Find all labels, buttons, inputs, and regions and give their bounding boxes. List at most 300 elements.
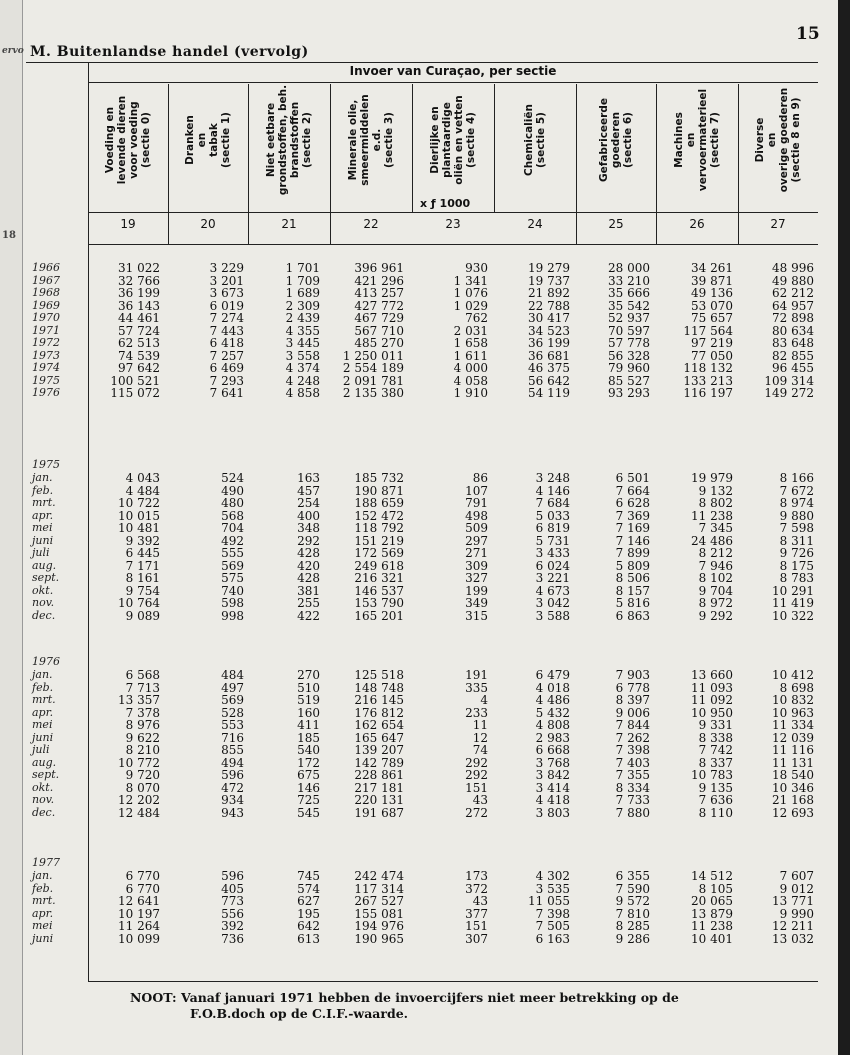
table-cell: 146 [297, 780, 320, 795]
table-cell: 7 293 [209, 373, 244, 388]
row-label: 1973 [32, 348, 60, 362]
table-cell: 35 542 [608, 298, 650, 313]
table-cell: 9 292 [698, 608, 733, 623]
table-cell: 13 771 [772, 894, 814, 908]
row-label: nov. [32, 793, 55, 806]
row-label: 1967 [32, 273, 60, 287]
table-cell: 998 [221, 608, 244, 623]
row-label: 1974 [32, 361, 60, 374]
table-cell: 152 472 [354, 508, 404, 523]
row-label: 1968 [32, 286, 60, 299]
table-cell: 20 065 [691, 894, 733, 908]
column-divider [248, 84, 249, 244]
table-cell: 79 960 [608, 361, 650, 375]
note-line-2: F.O.B.doch op de C.I.F.-waarde. [190, 1006, 409, 1021]
table-cell: 524 [221, 471, 244, 485]
table-cell: 3 768 [535, 755, 570, 770]
table-cell: 596 [221, 869, 244, 883]
table-cell: 64 957 [772, 298, 814, 313]
table-cell: 118 132 [683, 361, 733, 375]
table-cell: 4 673 [535, 583, 570, 598]
column-header [330, 84, 412, 196]
table-cell: 80 634 [772, 323, 814, 338]
table-cell: 9 012 [779, 881, 814, 896]
row-label: juni [32, 533, 54, 547]
table-cell: 4 808 [535, 718, 570, 732]
table-cell: 1 689 [285, 286, 320, 300]
table-cell: 510 [297, 680, 320, 695]
row-label: aug. [32, 755, 57, 769]
table-cell: 9 392 [125, 533, 160, 548]
table-cell: 11 419 [772, 596, 814, 610]
table-cell: 4 058 [453, 373, 488, 388]
column-header-text: Diverse en overige goederen (sectie 8 en 9) [754, 87, 802, 193]
table-cell: 8 506 [615, 571, 650, 585]
table-cell: 6 445 [125, 546, 160, 560]
table-cell: 7 345 [698, 521, 733, 535]
table-cell: 2 091 781 [342, 373, 404, 388]
section-title: M. Buitenlandse handel (vervolg) [30, 44, 309, 60]
table-cell: 7 274 [209, 311, 244, 325]
row-label: mei [32, 718, 53, 731]
table-cell: 172 [297, 755, 320, 770]
column-number: 19 [120, 217, 136, 231]
row-label: juni [32, 931, 54, 945]
supertitle-rule [88, 82, 818, 83]
group-year-label: 1977 [32, 856, 60, 869]
table-cell: 3 803 [535, 805, 570, 820]
table-cell: 194 976 [354, 919, 404, 933]
table-cell: 35 666 [608, 286, 650, 300]
table-cell: 11 334 [772, 718, 814, 732]
row-label: feb. [32, 483, 54, 497]
column-divider [330, 84, 331, 244]
table-cell: 54 119 [528, 386, 570, 400]
table-cell: 9 720 [125, 768, 160, 782]
table-cell: 7 672 [779, 483, 814, 498]
table-cell: 6 355 [615, 869, 650, 883]
table-cell: 627 [297, 894, 320, 908]
table-cell: 6 778 [615, 680, 650, 695]
table-cell: 185 732 [354, 471, 404, 485]
table-cell: 48 996 [772, 261, 814, 275]
table-cell: 190 871 [354, 483, 404, 498]
table-cell: 9 286 [615, 931, 650, 946]
table-cell: 2 983 [535, 730, 570, 745]
table-cell: 307 [465, 931, 488, 946]
table-cell: 5 033 [535, 508, 570, 523]
row-label: feb. [32, 881, 54, 895]
table-cell: 33 210 [608, 273, 650, 288]
table-cell: 2 554 189 [342, 361, 404, 375]
table-cell: 8 070 [125, 780, 160, 795]
table-cell: 160 [297, 705, 320, 720]
table-cell: 555 [221, 546, 244, 560]
table-cell: 569 [221, 558, 244, 573]
row-label: apr. [32, 906, 54, 920]
table-cell: 57 724 [118, 323, 160, 338]
column-header-text: Minerale olie, smeermiddelen e.d. (sectie 3) [347, 94, 395, 186]
table-cell: 396 961 [354, 261, 404, 275]
table-cell: 9 089 [125, 608, 160, 623]
table-cell: 943 [221, 805, 244, 820]
table-cell: 1 076 [453, 286, 488, 300]
group-year-label: 1976 [32, 655, 60, 668]
table-cell: 556 [221, 906, 244, 921]
table-cell: 11 055 [528, 894, 570, 908]
table-cell: 930 [465, 261, 488, 275]
table-cell: 540 [297, 743, 320, 757]
table-cell: 75 657 [691, 311, 733, 325]
table-cell: 7 899 [615, 546, 650, 560]
table-cell: 3 248 [535, 471, 570, 485]
table-cell: 480 [221, 496, 244, 510]
table-cell: 72 898 [772, 311, 814, 325]
table-cell: 133 213 [683, 373, 733, 388]
table-cell: 484 [221, 668, 244, 682]
column-number: 24 [527, 217, 543, 231]
table-cell: 8 397 [615, 693, 650, 707]
table-cell: 8 334 [615, 780, 650, 795]
table-cell: 195 [297, 906, 320, 921]
table-cell: 7 636 [698, 793, 733, 807]
column-number: 20 [200, 217, 216, 231]
table-cell: 18 540 [772, 768, 814, 782]
column-number: 23 [445, 217, 461, 231]
table-cell: 5 432 [535, 705, 570, 720]
table-cell: 11 116 [772, 743, 814, 757]
row-label: juli [32, 546, 50, 559]
row-label: okt. [32, 583, 54, 597]
table-cell: 14 512 [691, 869, 733, 883]
table-cell: 148 748 [354, 680, 404, 695]
column-header [168, 84, 248, 196]
table-cell: 9 704 [698, 583, 733, 598]
table-cell: 6 163 [535, 931, 570, 946]
table-cell: 85 527 [608, 373, 650, 388]
table-cell: 49 136 [691, 286, 733, 300]
table-cell: 1 701 [285, 261, 320, 275]
row-label: apr. [32, 705, 54, 719]
table-cell: 12 484 [118, 805, 160, 820]
table-cell: 292 [297, 533, 320, 548]
table-cell: 598 [221, 596, 244, 610]
column-header-text: Dranken en tabak (sectie 1) [184, 112, 232, 168]
table-cell: 46 375 [528, 361, 570, 375]
row-label: apr. [32, 508, 54, 522]
table-cell: 7 880 [615, 805, 650, 820]
table-cell: 6 770 [125, 869, 160, 883]
table-cell: 420 [297, 558, 320, 573]
table-cell: 172 569 [354, 546, 404, 560]
table-cell: 100 521 [110, 373, 160, 388]
table-cell: 745 [297, 869, 320, 883]
row-label: juni [32, 730, 54, 744]
row-label: dec. [32, 608, 56, 622]
column-header-text: Machines en vervoermaterieel (sectie 7) [673, 88, 721, 192]
table-cell: 327 [465, 571, 488, 585]
table-cell: 292 [465, 768, 488, 782]
column-number: 27 [770, 217, 786, 231]
table-cell: 5 809 [615, 558, 650, 573]
table-cell: 176 812 [354, 705, 404, 720]
row-label: jan. [32, 471, 53, 484]
table-cell: 117 564 [683, 323, 733, 338]
table-cell: 2 309 [285, 298, 320, 313]
table-cell: 4 418 [535, 793, 570, 807]
table-cell: 3 588 [535, 608, 570, 623]
adjacent-page-strip [0, 0, 23, 1055]
table-cell: 86 [472, 471, 488, 485]
column-number: 22 [363, 217, 379, 231]
unit-rule [88, 212, 818, 213]
table-cell: 10 099 [118, 931, 160, 946]
table-cell: 9 990 [779, 906, 814, 921]
table-cell: 6 019 [209, 298, 244, 313]
table-cell: 9 006 [615, 705, 650, 720]
table-cell: 6 469 [209, 361, 244, 375]
table-cell: 421 296 [354, 273, 404, 288]
table-cell: 8 102 [698, 571, 733, 585]
table-cell: 1 709 [285, 273, 320, 288]
table-cell: 7 810 [615, 906, 650, 921]
table-cell: 117 314 [354, 881, 404, 896]
stub-divider [88, 62, 89, 982]
column-header-text: Dierlijke en plantaardige oliën en vetten (sectie 4) [429, 95, 477, 185]
table-cell: 10 291 [772, 583, 814, 598]
table-cell: 4 484 [125, 483, 160, 498]
row-label: 1975 [32, 373, 60, 387]
adjacent-page-column-number: 18 [2, 230, 16, 241]
table-cell: 190 965 [354, 931, 404, 946]
table-cell: 97 219 [691, 336, 733, 350]
table-cell: 596 [221, 768, 244, 782]
table-cell: 7 664 [615, 483, 650, 498]
table-cell: 62 212 [772, 286, 814, 300]
table-cell: 4 018 [535, 680, 570, 695]
column-divider [656, 84, 657, 244]
table-cell: 7 684 [535, 496, 570, 510]
table-cell: 9 132 [698, 483, 733, 498]
table-cell: 6 668 [535, 743, 570, 757]
table-cell: 4 [480, 693, 488, 707]
table-cell: 19 737 [528, 273, 570, 288]
table-cell: 10 772 [118, 755, 160, 770]
column-divider [576, 84, 577, 244]
table-cell: 19 979 [691, 471, 733, 485]
table-cell: 12 202 [118, 793, 160, 807]
table-cell: 568 [221, 508, 244, 523]
table-cell: 12 641 [118, 894, 160, 908]
table-cell: 7 607 [779, 869, 814, 883]
table-cell: 10 015 [118, 508, 160, 523]
table-cell: 165 201 [354, 608, 404, 623]
table-cell: 4 043 [125, 471, 160, 485]
table-cell: 74 539 [118, 348, 160, 363]
table-cell: 28 000 [608, 261, 650, 275]
table-cell: 118 792 [354, 521, 404, 535]
table-cell: 4 486 [535, 693, 570, 707]
table-cell: 185 [297, 730, 320, 745]
table-cell: 255 [297, 596, 320, 610]
table-cell: 7 713 [125, 680, 160, 695]
table-cell: 10 322 [772, 608, 814, 623]
table-cell: 6 863 [615, 608, 650, 623]
table-cell: 2 439 [285, 311, 320, 325]
row-label: sept. [32, 571, 60, 584]
table-cell: 6 568 [125, 668, 160, 682]
table-cell: 9 726 [779, 546, 814, 560]
colnum-rule [88, 244, 818, 245]
table-cell: 7 257 [209, 348, 244, 363]
row-label: dec. [32, 805, 56, 819]
table-cell: 9 572 [615, 894, 650, 908]
table-cell: 146 537 [354, 583, 404, 598]
table-cell: 567 710 [354, 323, 404, 338]
table-cell: 19 279 [528, 261, 570, 275]
table-cell: 34 523 [528, 323, 570, 338]
table-cell: 528 [221, 705, 244, 720]
column-header [494, 84, 576, 196]
table-cell: 32 766 [118, 273, 160, 288]
row-label: 1966 [32, 261, 60, 274]
column-header [656, 84, 738, 196]
row-label: jan. [32, 668, 53, 681]
table-cell: 9 331 [698, 718, 733, 732]
table-cell: 7 378 [125, 705, 160, 720]
table-cell: 10 412 [772, 668, 814, 682]
unit-label: x ƒ 1000 [420, 197, 471, 210]
table-cell: 7 355 [615, 768, 650, 782]
table-cell: 107 [465, 483, 488, 498]
table-cell: 36 199 [528, 336, 570, 350]
table-cell: 7 443 [209, 323, 244, 338]
table-cell: 485 270 [354, 336, 404, 350]
table-cell: 6 770 [125, 881, 160, 896]
table-cell: 8 974 [779, 496, 814, 510]
table-cell: 7 403 [615, 755, 650, 770]
table-cell: 7 590 [615, 881, 650, 896]
table-cell: 10 346 [772, 780, 814, 795]
table-cell: 400 [297, 508, 320, 523]
column-header-text: Gefabriceerde goederen (sectie 6) [598, 98, 634, 182]
table-cell: 6 418 [209, 336, 244, 350]
row-label: aug. [32, 558, 57, 572]
row-label: mei [32, 521, 53, 534]
table-cell: 7 903 [615, 668, 650, 682]
table-cell: 4 000 [453, 361, 488, 375]
row-label: jan. [32, 869, 53, 882]
table-cell: 791 [465, 496, 488, 510]
column-header-text: Voeding en levende dieren voor voeding (sectie 0) [104, 95, 152, 185]
table-cell: 31 022 [118, 261, 160, 275]
table-cell: 3 445 [285, 336, 320, 350]
table-cell: 3 201 [209, 273, 244, 288]
table-cell: 11 092 [691, 693, 733, 707]
table-cell: 934 [221, 793, 244, 807]
table-cell: 2 135 380 [342, 386, 404, 400]
table-cell: 36 681 [528, 348, 570, 363]
table-cell: 21 168 [772, 793, 814, 807]
table-cell: 216 321 [354, 571, 404, 585]
table-cell: 3 433 [535, 546, 570, 560]
table-cell: 3 535 [535, 881, 570, 896]
table-cell: 7 946 [698, 558, 733, 573]
column-number: 21 [281, 217, 297, 231]
table-cell: 855 [221, 743, 244, 757]
table-cell: 4 355 [285, 323, 320, 338]
table-cell: 553 [221, 718, 244, 732]
table-cell: 716 [221, 730, 244, 745]
table-cell: 44 461 [118, 311, 160, 325]
table-cell: 348 [297, 521, 320, 535]
table-cell: 39 871 [691, 273, 733, 288]
row-label: mrt. [32, 693, 56, 706]
table-cell: 762 [465, 311, 488, 325]
table-cell: 6 628 [615, 496, 650, 510]
table-cell: 8 802 [698, 496, 733, 510]
table-cell: 349 [465, 596, 488, 610]
table-cell: 3 842 [535, 768, 570, 782]
table-cell: 12 693 [772, 805, 814, 820]
table-cell: 116 197 [683, 386, 733, 400]
table-cell: 199 [465, 583, 488, 598]
table-cell: 1 250 011 [342, 348, 404, 363]
column-header-text: Chemicaliën (sectie 5) [523, 104, 547, 176]
table-cell: 4 146 [535, 483, 570, 498]
table-cell: 6 501 [615, 471, 650, 485]
table-cell: 22 788 [528, 298, 570, 313]
column-number: 25 [608, 217, 624, 231]
page-number: 15 [796, 24, 820, 44]
table-cell: 8 210 [125, 743, 160, 757]
column-divider [412, 84, 413, 212]
table-cell: 12 [472, 730, 488, 745]
table-cell: 233 [465, 705, 488, 720]
table-cell: 3 414 [535, 780, 570, 795]
table-cell: 675 [297, 768, 320, 782]
table-cell: 9 754 [125, 583, 160, 598]
table-cell: 139 207 [354, 743, 404, 757]
table-cell: 10 950 [691, 705, 733, 720]
table-cell: 191 687 [354, 805, 404, 820]
table-cell: 377 [465, 906, 488, 921]
adjacent-page-header: ervo [2, 46, 24, 56]
table-cell: 8 212 [698, 546, 733, 560]
table-cell: 10 963 [772, 705, 814, 720]
table-cell: 267 527 [354, 894, 404, 908]
table-cell: 191 [465, 668, 488, 682]
table-cell: 12 039 [772, 730, 814, 745]
table-cell: 56 328 [608, 348, 650, 363]
table-cell: 335 [465, 680, 488, 695]
row-label: mrt. [32, 894, 56, 907]
table-cell: 490 [221, 483, 244, 498]
table-cell: 6 024 [535, 558, 570, 573]
table-cell: 4 374 [285, 361, 320, 375]
table-cell: 7 844 [615, 718, 650, 732]
table-cell: 11 [472, 718, 488, 732]
table-cell: 5 816 [615, 596, 650, 610]
table-cell: 411 [297, 718, 320, 732]
table-cell: 53 070 [691, 298, 733, 313]
table-cell: 8 110 [698, 805, 733, 820]
table-cell: 8 175 [779, 558, 814, 573]
row-label: 1970 [32, 311, 60, 324]
table-cell: 740 [221, 583, 244, 598]
table-cell: 10 764 [118, 596, 160, 610]
column-header [412, 84, 494, 196]
